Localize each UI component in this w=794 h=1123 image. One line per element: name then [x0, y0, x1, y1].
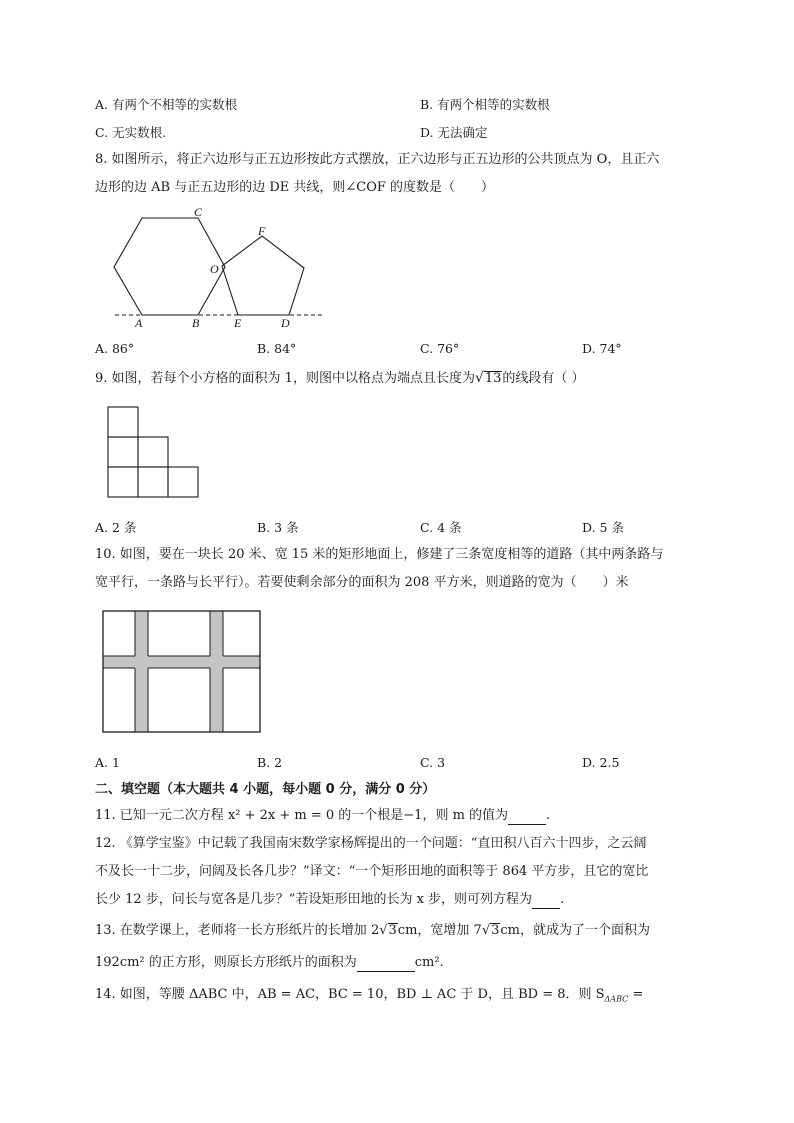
q9-stem-tail: 的线段有（ ） [502, 371, 585, 386]
q13-line1 [95, 923, 650, 939]
q13-line2-text: 192cm² 的正方形，则原长方形纸片的面积为 [95, 955, 357, 970]
q14-stem [95, 987, 643, 1008]
q13-text-a: 13. 在数学课上，老师将一长方形纸片的长增加 2 [95, 923, 380, 938]
q10-option-b: B. 2 [257, 755, 283, 770]
q9-grid-figure [108, 407, 198, 497]
q10-option-d: D. 2.5 [582, 755, 620, 770]
q8-option-d: D. 74° [582, 341, 622, 356]
q11-text: 11. 已知一元二次方程 x² + 2x + m = 0 的一个根是−1，则 m 的值为 [95, 808, 509, 823]
q14-tail: = [628, 987, 644, 1002]
q13-unit: cm². [414, 955, 444, 970]
q9-option-a: A. 2 条 [95, 520, 137, 535]
q10-road-vertical-right [210, 611, 223, 732]
q9-stem [95, 370, 585, 387]
q8-option-a: A. 86° [95, 341, 135, 356]
q13-radicand-2: 3 [491, 923, 500, 938]
q8-pentagon [222, 236, 304, 315]
q12-line1: 12. 《算学宝鉴》中记载了我国南宋数学家杨辉提出的一个问题：“直田积八百六十四步，之云阔 [95, 836, 647, 851]
q13-line2 [95, 955, 444, 972]
q12-line3 [95, 892, 564, 909]
q10-stem-line1: 10. 如图，要在一块长 20 米、宽 15 米的矩形地面上，修建了三条宽度相等的道路（其中两条路与 [95, 547, 664, 562]
q13-answer-blank [357, 955, 415, 972]
q13-sqrt-2: √ [481, 923, 491, 938]
q10-stem-line2: 宽平行，一条路与长平行）。若要使剩余部分的面积为 208 平方米，则道路的宽为（ ）米 [95, 575, 629, 590]
q11-stem [95, 808, 550, 825]
q11-end: . [546, 808, 551, 823]
q8-stem-line1: 8. 如图所示，将正六边形与正五边形按此方式摆放，正六边形与正五边形的公共顶点为 O，且正六 [95, 152, 660, 167]
q7-option-c: C. 无实数根. [95, 125, 167, 140]
q8-stem-line2: 边形的边 AB 与正五边形的边 DE 共线，则∠COF 的度数是（ ） [95, 180, 495, 195]
q9-stem-text: 9. 如图，若每个小方格的面积为 1，则图中以格点为端点且长度为 [95, 371, 475, 386]
q11-answer-blank [508, 808, 546, 825]
q10-option-c: C. 3 [420, 755, 446, 770]
q7-option-a: A. 有两个不相等的实数根 [95, 97, 237, 112]
q8-label-o: O [210, 262, 219, 276]
q8-option-c: C. 76° [420, 341, 460, 356]
q14-text: 14. 如图，等腰 ΔABC 中，AB = AC，BC = 10，BD ⊥ AC 于 D，且 BD = 8．则 S [95, 987, 605, 1002]
q9-radicand: 13 [484, 371, 502, 386]
q12-answer-blank [532, 892, 560, 909]
q10-field-figure [103, 611, 260, 732]
q10-option-a: A. 1 [95, 755, 120, 770]
q9-sqrt: √ [474, 370, 484, 386]
q10-road-horizontal [103, 656, 260, 668]
q8-label-a: A [135, 316, 143, 330]
q8-hexagon [114, 218, 225, 315]
q7-option-b: B. 有两个相等的实数根 [420, 97, 550, 112]
q8-label-e: E [234, 316, 242, 330]
q14-subscript: ΔABC [604, 994, 629, 1004]
q8-label-d: D [281, 316, 290, 330]
q12-line3-text: 长少 12 步，问长与宽各是几步？”若设矩形田地的长为 x 步，则可列方程为 [95, 892, 533, 907]
q8-label-b: B [192, 316, 200, 330]
q13-text-c: cm，就成为了一个面积为 [500, 923, 650, 938]
q9-option-c: C. 4 条 [420, 520, 462, 535]
q13-radicand-1: 3 [388, 923, 397, 938]
q8-label-f: F [258, 224, 266, 238]
q10-road-vertical-left [135, 611, 148, 732]
q13-text-b: cm，宽增加 7 [397, 923, 482, 938]
q7-option-d: D. 无法确定 [420, 125, 488, 140]
q12-line2: 不及长一十二步，问阔及长各几步？”译文：“一个矩形田地的面积等于 864 平方步，且它的宽比 [95, 864, 649, 879]
q9-option-d: D. 5 条 [582, 520, 624, 535]
q13-sqrt-1: √ [379, 923, 388, 938]
q12-end: . [560, 892, 565, 907]
q9-option-b: B. 3 条 [257, 520, 299, 535]
section-2-heading: 二、填空题（本大题共 4 小题，每小题 0 分，满分 0 分） [95, 782, 436, 797]
q8-option-b: B. 84° [257, 341, 297, 356]
q8-label-c: C [194, 205, 203, 219]
